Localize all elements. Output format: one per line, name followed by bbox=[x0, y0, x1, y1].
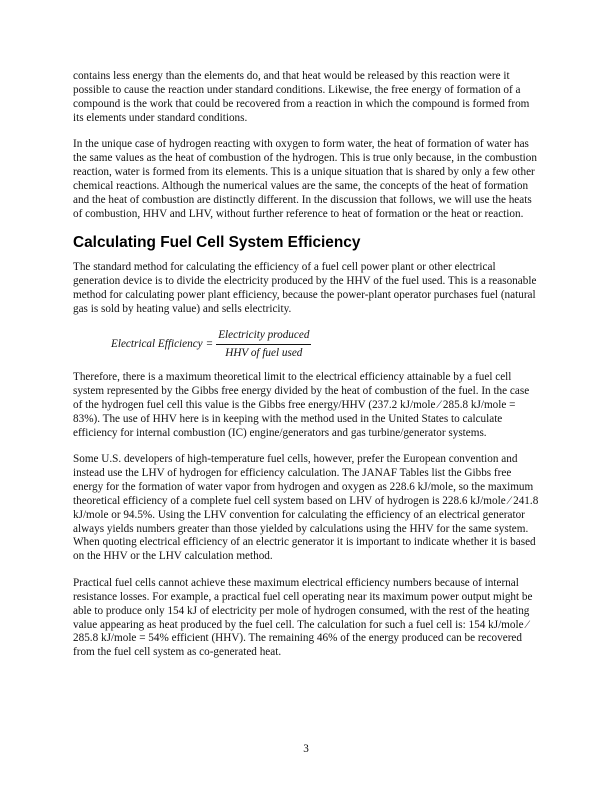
document-page bbox=[73, 70, 541, 673]
equation-fraction bbox=[216, 329, 311, 361]
paragraph-hydrogen-oxygen: In the unique case of hydrogen reacting with oxygen to form water, the heat of formation of water has the same values as the heat of combustion of the hydrogen. This is true only because, in the combustion reaction, water is formed from its elements. This is a unique situation that is shared by only a few other chemical reactions. Although the numerical values are the same, the concepts of the heat of formation and the heat of combustion are distinctly different. In the discussion that follows, we will use the heats of combustion, HHV and LHV, without further reference to heat of formation or the heat or reaction. bbox=[73, 138, 537, 220]
page-number: 3 bbox=[303, 743, 309, 755]
paragraph-theoretical-limit: Therefore, there is a maximum theoretical limit to the electrical efficiency attainable by a fuel cell system represented by the Gibbs free energy divided by the heat of combustion of the fuel. In the case of the hydrogen fuel cell this value is the Gibbs free energy/HHV (237.2 kJ/mole ⁄ 285.8 kJ/mole = 83%). The use of HHV here is in keeping with the method used in the United States to calculate efficiency for internal combustion (IC) engine/generators and gas turbine/generator systems. bbox=[73, 371, 530, 439]
equation-denominator: HHV of fuel used bbox=[225, 347, 303, 360]
efficiency-equation bbox=[111, 329, 541, 361]
equation-numerator: Electricity produced bbox=[216, 329, 311, 345]
section-heading: Calculating Fuel Cell System Efficiency bbox=[73, 234, 361, 252]
paragraph-standard-method: The standard method for calculating the efficiency of a fuel cell power plant or other electrical generation device is to divide the electricity produced by the HHV of the fuel used. This is a reasonable method for calculating power plant efficiency, because the power-plant operator purchases fuel (natural gas is sold by heating value) and sells electricity. bbox=[73, 261, 537, 315]
paragraph-heat-of-formation: contains less energy than the elements do, and that heat would be released by this reaction were it possible to cause the reaction under standard conditions. Likewise, the free energy of formation of a compound is the work that could be recovered from a reaction in which the compound is formed from its elements under standard conditions. bbox=[73, 70, 530, 124]
equation-lhs: Electrical Efficiency bbox=[111, 338, 203, 351]
paragraph-lhv-convention: Some U.S. developers of high-temperature fuel cells, however, prefer the European convention and instead use the LHV of hydrogen for efficiency calculation. The JANAF Tables list the Gibbs free energy for the formation of water vapor from hydrogen and oxygen as 228.6 kJ/mole, so the maximum theoretical efficiency of a complete fuel cell system based on LHV of hydrogen is 228.6 kJ/mole ⁄ 241.8 kJ/mole or 94.5%. Using the LHV convention for calculating the efficiency of an electrical generator always yields numbers greater than those yielded by calculations using the HHV for the same system. When quoting electrical efficiency of an electric generator it is important to indicate whether it is based on the HHV or the LHV calculation method. bbox=[73, 453, 539, 563]
paragraph-practical-fuel-cells: Practical fuel cells cannot achieve these maximum electrical efficiency numbers because of internal resistance losses. For example, a practical fuel cell operating near its maximum power output might be able to produce only 154 kJ of electricity per mole of hydrogen consumed, with the rest of the heating value appearing as heat produced by the fuel cell. The calculation for such a fuel cell is: 154 kJ/mole ⁄ 285.8 kJ/mole = 54% efficient (HHV). The remaining 46% of the energy produced can be recovered from the fuel cell system as co-generated heat. bbox=[73, 576, 533, 659]
equation-equals: = bbox=[205, 338, 214, 351]
